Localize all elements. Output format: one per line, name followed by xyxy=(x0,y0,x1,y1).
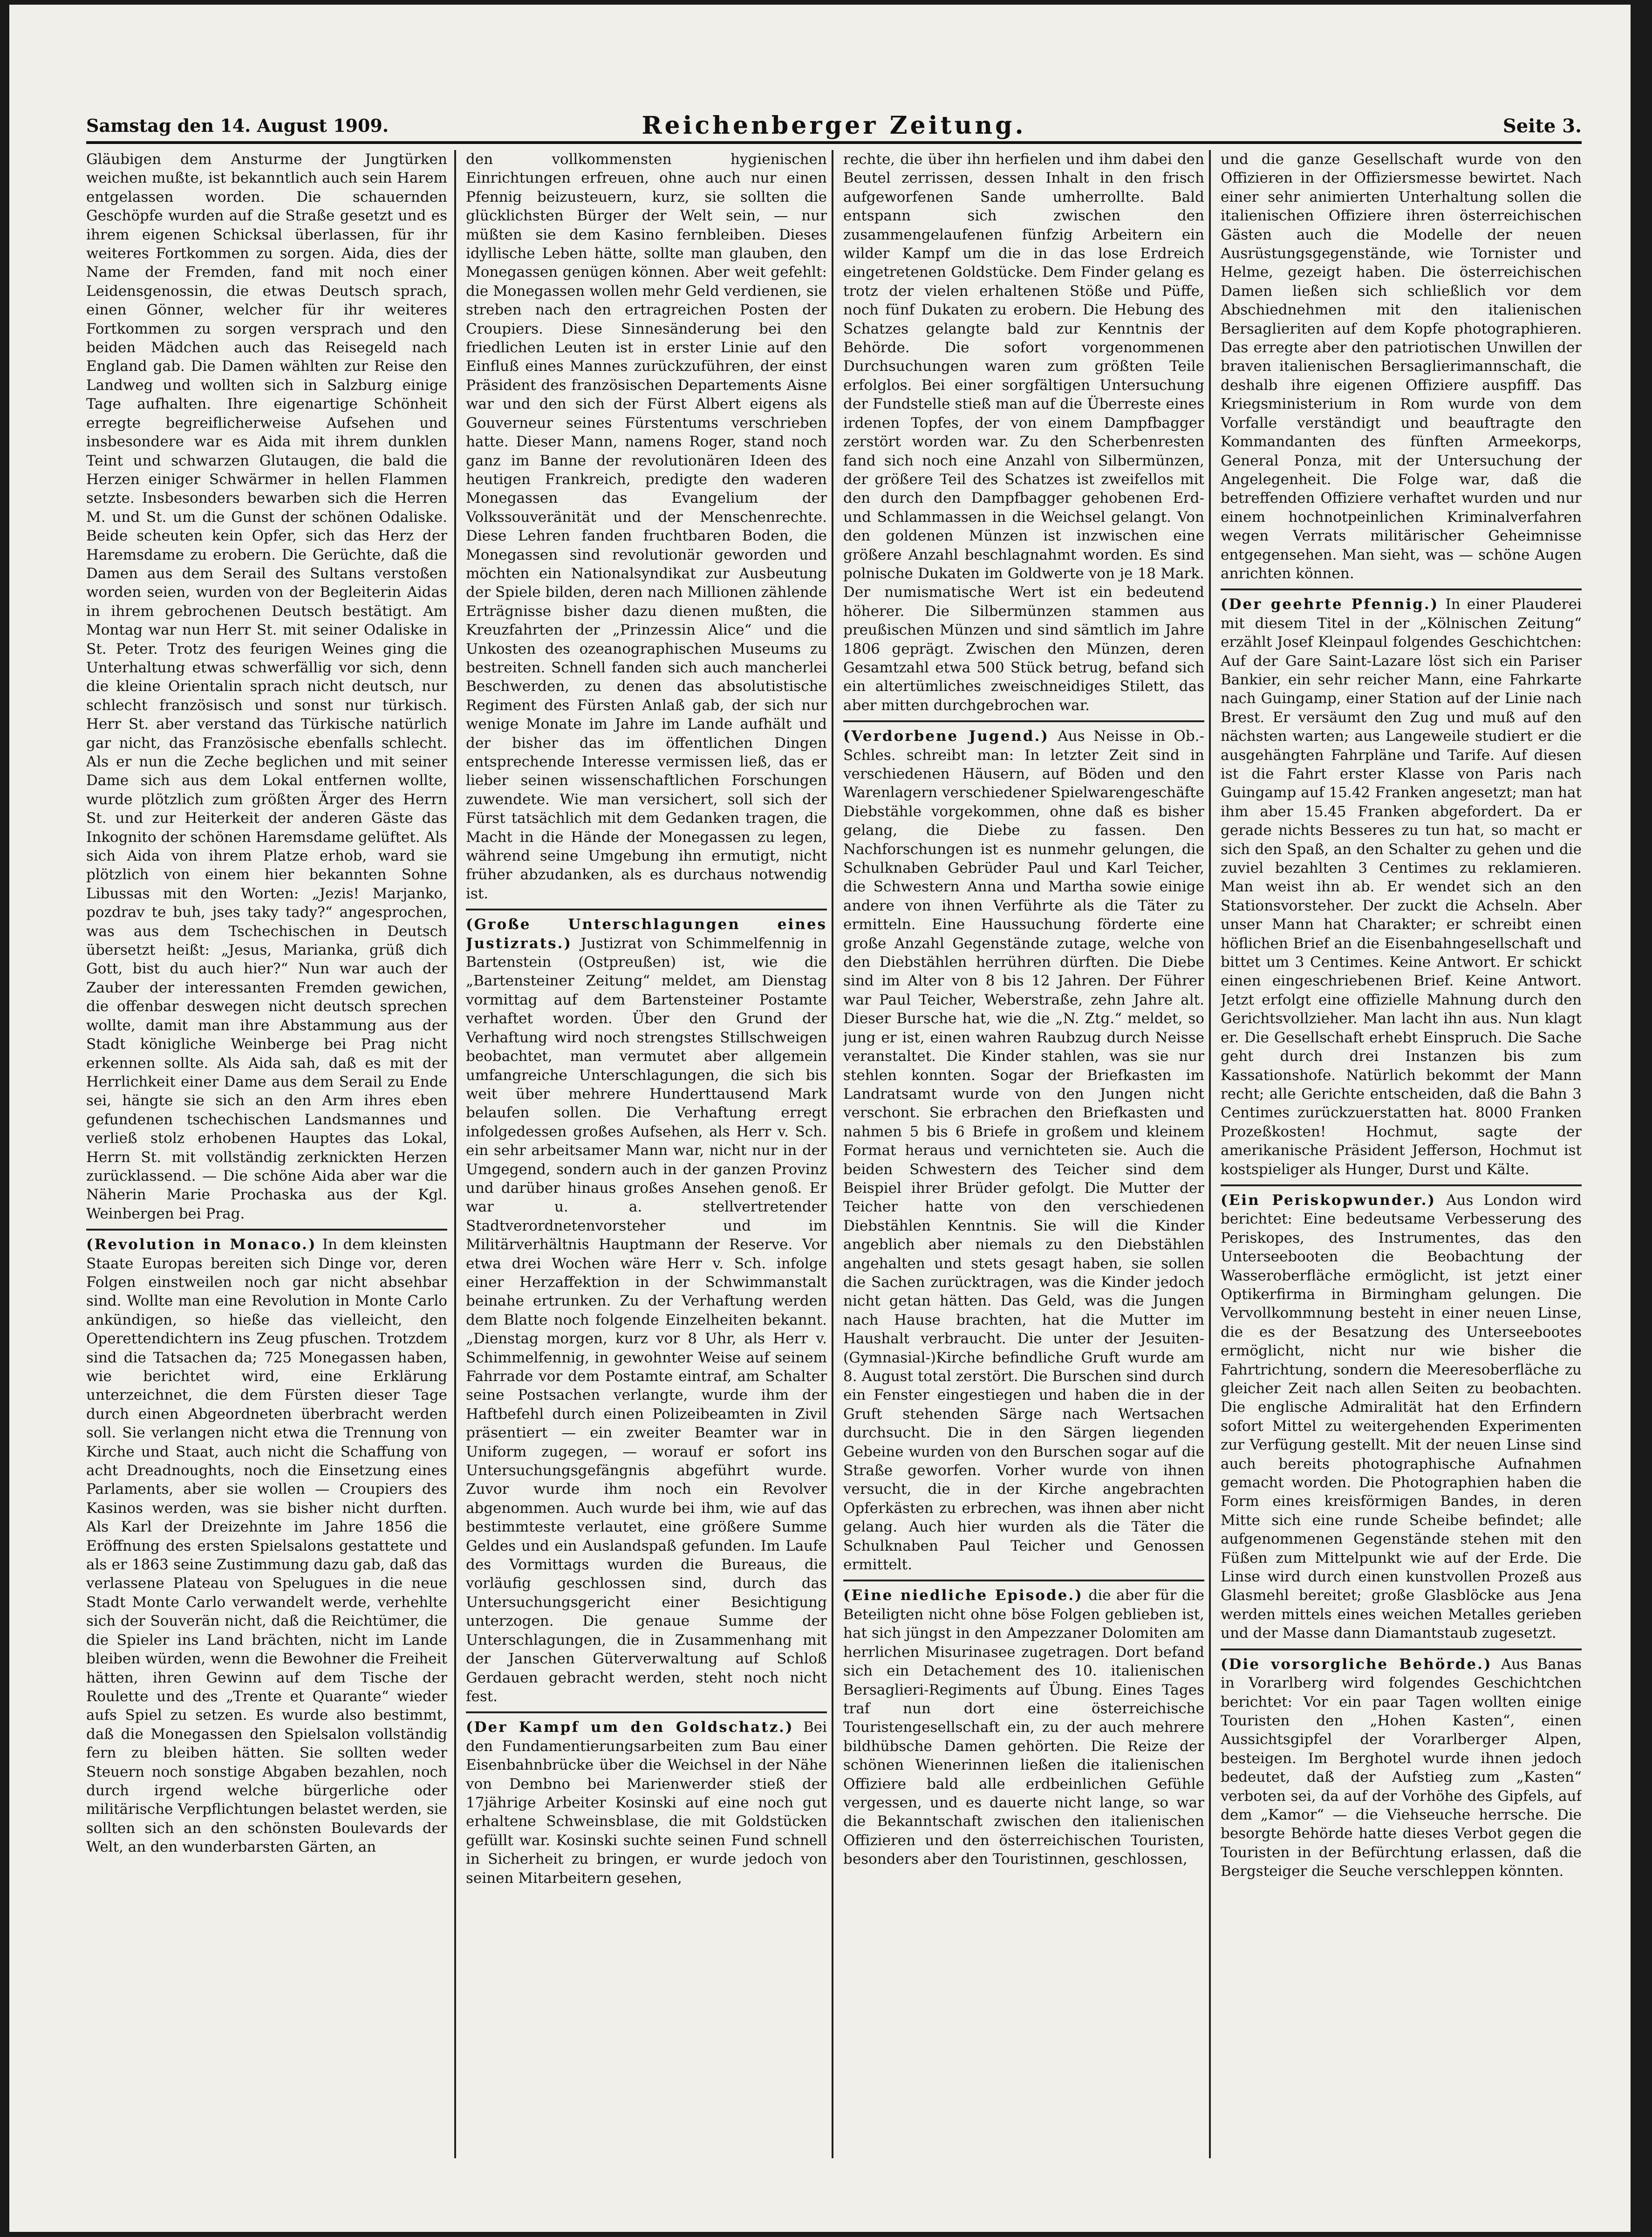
article-separator xyxy=(843,1580,1204,1581)
article-monaco-continued xyxy=(466,150,827,903)
article-separator xyxy=(466,909,827,910)
article-headline: (Der Kampf um den Goldschatz.) xyxy=(466,1719,794,1736)
column-1 xyxy=(86,150,447,2158)
article-headline: (Verdorbene Jugend.) xyxy=(843,728,1049,745)
column-2 xyxy=(466,150,827,2158)
article-separator xyxy=(1221,1184,1582,1186)
article-monaco xyxy=(86,1235,447,1856)
article-headline: (Der geehrte Pfennig.) xyxy=(1221,596,1439,613)
article-episode xyxy=(843,1586,1204,1868)
article-headline: (Die vorsorgliche Behörde.) xyxy=(1221,1656,1492,1673)
article-headline: (Revolution in Monaco.) xyxy=(86,1236,317,1253)
article-behoerde xyxy=(1221,1655,1582,1881)
article-jugend xyxy=(843,727,1204,1574)
article-goldschatz-continued xyxy=(843,150,1204,715)
article-headline: (Ein Periskopwunder.) xyxy=(1221,1191,1436,1209)
article-pfennig xyxy=(1221,595,1582,1179)
article-harem xyxy=(86,150,447,1223)
article-body: und die ganze Gesellschaft wurde von den Offizieren in der Offiziersmesse bewirtet. Nach einer sehr animierten Unterhaltung sollen die italienischen Offiziere ihren österreichischen Gästen auch die Modelle der neuen Ausrüstungsgegenstände, wie Tornister und Helme, gezeigt haben. Die österreichischen Damen ließen sich schließlich vor dem Abschiednehmen mit den italienischen Bersaglieriten auf dem Kopfe photographieren. Das erregte aber den patriotischen Unwillen der braven italienischen Bersaglierimannschaft, die deshalb ihre eigenen Offiziere auspfiff. Das Kriegsministerium in Rom wurde von dem Vorfalle verständigt und beauftragte den Kommandanten des fünften Armeekorps, General Ponza, mit der Untersuchung der Angelegenheit. Die Folge war, daß die betreffenden Offiziere verhaftet wurden und nur einem hochnotpeinlichen Kriminalverfahren wegen Verrats militärischer Geheimnisse entgegensehen. Man sieht, was — schöne Augen anrichten können. xyxy=(1221,151,1582,582)
article-separator xyxy=(466,1711,827,1713)
article-separator xyxy=(86,1229,447,1231)
newspaper-page xyxy=(9,5,1631,2232)
article-body: Justizrat von Schimmelfennig in Bartenstein (Ostpreußen) ist, wie die „Bartensteiner Zeitung“ meldet, am Dienstag vormittag auf dem Bartensteiner Postamte verhaftet worden. Über den Grund der Verhaftung wird noch strengstes Stillschweigen beobachtet, man vermutet aber allgemein umfangreiche Unterschlagungen, die sich bis weit über mehrere Hunderttausend Mark belaufen sollen. Die Verhaftung erregt infolgedessen großes Aufsehen, als Herr v. Sch. ein sehr arbeitsamer Mann war, nicht nur in der Umgegend, sondern auch in der ganzen Provinz und darüber hinaus großes Ansehen genoß. Er war u. a. stellvertretender Stadtverordnetenvorsteher und im Militärverhältnis Hauptmann der Reserve. Vor etwa drei Wochen wäre Herr v. Sch. infolge einer Herzaffektion in der Schwimmanstalt beinahe ertrunken. Zu der Verhaftung werden dem Blatte noch folgende Einzelheiten bekannt. „Dienstag morgen, kurz vor 8 Uhr, als Herr v. Schimmelfennig, in gewohnter Weise auf seinem Fahrrade vor dem Postamte eintraf, am Schalter seine Postsachen verlangte, wurde ihm der Haftbefehl durch einen Polizeibeamten in Zivil präsentiert — ein zweiter Beamter war in Uniform zugegen, — worauf er sofort ins Untersuchungsgefängnis abgeführt wurde. Zuvor wurde ihm noch ein Revolver abgenommen. Auch wurde bei ihm, wie auf das bestimmteste verlautet, eine größere Summe Geldes und ein Auslandspaß gefunden. Im Laufe des Vormittags wurden die Bureaus, die vorläufig geschlossen sind, durch das Untersuchungsgericht einer Besichtigung unterzogen. Die genaue Summe der Unterschlagungen, die in Zusammenhang mit der Janschen Güterverwaltung auf Schloß Gerdauen gebracht werden, steht noch nicht fest. xyxy=(466,935,827,1705)
article-body: rechte, die über ihn herfielen und ihm dabei den Beutel zerrissen, dessen Inhalt in den frisch aufgeworfenen Sande umherrollte. Bald entspann sich zwischen den zusammengelaufenen fünfzig Arbeitern ein wilder Kampf um die in das lose Erdreich eingetretenen Goldstücke. Dem Finder gelang es trotz der vielen erhaltenen Stöße und Püffe, noch fünf Dukaten zu erobern. Die Hebung des Schatzes gelangte bald zur Kenntnis der Behörde. Die sofort vorgenommenen Durchsuchungen waren zum größten Teile erfolglos. Bei einer sorgfältigen Untersuchung der Fundstelle stieß man auf die Überreste eines irdenen Topfes, der von einem Dampfbagger zerstört worden war. Zu den Scherbenresten fand sich noch eine Anzahl von Silbermünzen, der größere Teil des Schatzes ist zweifellos mit den durch den Dampfbagger gehobenen Erd- und Schlammassen in die Weichsel gelangt. Von den goldenen Münzen ist inzwischen eine größere Anzahl beschlagnahmt worden. Es sind polnische Dukaten im Goldwerte von je 18 Mark. Der numismatische Wert ist ein bedeutend höherer. Die Silbermünzen stammen aus preußischen Münzen und sind sämtlich im Jahre 1806 geprägt. Zwischen den Münzen, deren Gesamtzahl etwa 500 Stück betrug, befand sich ein altertümliches zweischneidiges Stilett, das aber mitten durchgebrochen war. xyxy=(843,151,1204,714)
masthead-rule xyxy=(86,141,1582,144)
article-body: die aber für die Beteiligten nicht ohne böse Folgen geblieben ist, hat sich jüngst in den Ampezzaner Dolomiten am herrlichen Misurinasee zugetragen. Dort befand sich ein Detachement des 10. italienischen Bersaglieri-Regiments auf Übung. Eines Tages traf nun dort eine österreichische Touristengesellschaft ein, zu der auch mehrere bildhübsche Damen gehörten. Die Reize der schönen Wienerinnen ließen die italienischen Offiziere bald alle erdbeinlichen Gefühle vergessen, und es dauerte nicht lange, so war die Bekanntschaft zwischen den italienischen Offizieren und den österreichischen Touristen, besonders aber den Touristinnen, geschlossen, xyxy=(843,1587,1204,1868)
column-divider xyxy=(1209,150,1211,2158)
issue-date: Samstag den 14. August 1909. xyxy=(86,115,389,136)
article-body: In einer Plauderei mit diesem Titel in der „Kölnischen Zeitung“ erzählt Josef Kleinpaul folgendes Geschichtchen: Auf der Gare Saint-Lazare löst sich ein Pariser Bankier, ein sehr reicher Mann, eine Fahrkarte nach Guingamp, einer Station auf der Linie nach Brest. Er versäumt den Zug und muß auf den nächsten warten; aus Langeweile studiert er die ausgehängten Fahrpläne und Tarife. Auf diesen ist die Fahrt erster Klasse von Paris nach Guingamp auf 15.42 Franken angesetzt; man hat ihm aber 15.45 Franken abgefordert. Da er gerade nichts Besseres zu tun hat, so macht er sich den Spaß, an den Schalter zu gehen und die zuviel bezahlten 3 Centimes zu reklamieren. Man weist ihn ab. Er wendet sich an den Stationsvorsteher. Der zuckt die Achseln. Aber unser Mann hat Charakter; er schreibt einen höflichen Brief an die Eisenbahngesellschaft und bittet um 3 Centimes. Keine Antwort. Er schickt einen eingeschriebenen Brief. Keine Antwort. Jetzt erfolgt eine offizielle Mahnung durch den Gerichtsvollzieher. Man lacht ihn aus. Nun klagt er. Die Gesellschaft erhebt Einspruch. Die Sache geht durch drei Instanzen bis zum Kassationshofe. Natürlich bekommt der Mann recht; alle Gerichte entscheiden, daß die Bahn 3 Centimes zurückzuerstatten hat. 8000 Franken Prozeßkosten! Hochmut, sagte der amerikanische Präsident Jefferson, Hochmut ist kostspieliger als Hunger, Durst und Kälte. xyxy=(1221,596,1582,1178)
column-4 xyxy=(1221,150,1582,2158)
masthead xyxy=(86,109,1582,142)
column-divider xyxy=(832,150,833,2158)
column-divider xyxy=(454,150,456,2158)
article-body: Aus Neisse in Ob.-Schles. schreibt man: In letzter Zeit sind in verschiedenen Häusern, auf Böden und den Warenlagern verschiedener Spielwarengeschäfte Diebstähle vorgekommen, ohne daß es bisher gelang, die Diebe zu fassen. Den Nachforschungen ist es nunmehr gelungen, die Schulknaben Gebrüder Paul und Karl Teicher, die Schwestern Anna und Martha sowie einige andere von ihnen Verführte als die Täter zu ermitteln. Eine Haussuchung förderte eine große Anzahl Gegenstände zutage, welche von den Diebstählen herrühren dürften. Die Diebe sind im Alter von 8 bis 12 Jahren. Der Führer war Paul Teicher, Weberstraße, zehn Jahre alt. Dieser Bursche hat, wie die „N. Ztg.“ meldet, so jung er ist, einen wahren Raubzug durch Neisse veranstaltet. Die Kinder stahlen, was sie nur stehlen konnten. Sogar der Briefkasten im Landratsamt wurde von den Jungen nicht verschont. Sie erbrachen den Briefkasten und nahmen 5 bis 6 Briefe in großem und kleinem Format heraus und vernichteten sie. Auch die beiden Schwestern des Teicher sind dem Beispiel ihrer Brüder gefolgt. Die Mutter der Teicher hatte von den verschiedenen Diebstählen Kenntnis. Sie will die Kinder angeblich aber niemals zu den Diebstählen angehalten und stets gesagt haben, sie sollen die Sachen zurücktragen, was die Kinder jedoch nicht getan hätten. Das Geld, was die Jungen nach Hause brachten, hat die Mutter im Haushalt verbraucht. Die unter der Jesuiten-(Gymnasial-)Kirche befindliche Gruft wurde am 8. August total zerstört. Die Burschen sind durch ein Fenster eingestiegen und haben die in der Gruft stehenden Särge nach Wertsachen durchsucht. Die in den Särgen liegenden Gebeine wurden von den Burschen sogar auf die Straße geworfen. Vorher wurde von ihnen versucht, die in der Kirche angebrachten Opferkästen zu erbrechen, was ihnen aber nicht gelang. Auch hier wurden als die Täter die Schulknaben Paul Teicher und Genossen ermittelt. xyxy=(843,728,1204,1573)
article-body: den vollkommensten hygienischen Einrichtungen erfreuen, ohne auch nur einen Pfennig beizusteuern, kurz, sie sollten die glücklichsten Bürger der Welt sein, — nur müßten sie dem Kasino fernbleiben. Dieses idyllische Leben hätte, sollte man glauben, den Monegassen genügen können. Aber weit gefehlt: die Monegassen wollen mehr Geld verdienen, sie streben nach den ertragreichen Posten der Croupiers. Diese Sinnesänderung bei den friedlichen Leuten ist in erster Linie auf den Einfluß eines Mannes zurückzuführen, der einst Präsident des französischen Departements Aisne war und den sich der Fürst Albert eigens als Gouverneur seines Fürstentums verschrieben hatte. Dieser Mann, namens Roger, stand noch ganz im Banne der revolutionären Ideen des heutigen Frankreich, predigte den waderen Monegassen das Evangelium der Volkssouveränität und der Menschenrechte. Diese Lehren fanden fruchtbaren Boden, die Monegassen sind revolutionär geworden und möchten ein Nationalsyndikat zur Ausbeutung der Spiele bilden, deren nach Millionen zählende Erträgnisse bisher dazu dienen mußten, die Kreuzfahrten der „Prinzessin Alice“ und die Unkosten des ozeanographischen Museums zu bestreiten. Schnell fanden sich auch mancherlei Beschwerden, zu denen das absolutistische Regiment des Fürsten Anlaß gab, der sich nur wenige Monate im Jahre im Lande aufhält und der bisher das im öffentlichen Dingen entsprechende Interesse vermissen ließ, das er lieber seinen wissenschaftlichen Forschungen zuwendete. Wie man versichert, soll sich der Fürst tatsächlich mit dem Gedanken tragen, die Macht in die Hände der Monegassen zu legen, während seine Umgebung ihn ermutigt, nicht früher abzudanken, als es durchaus notwendig ist. xyxy=(466,151,827,902)
article-periskop xyxy=(1221,1191,1582,1643)
article-separator xyxy=(1221,1649,1582,1650)
article-headline: (Eine niedliche Episode.) xyxy=(843,1587,1083,1604)
article-separator xyxy=(1221,588,1582,590)
article-headline: (Große Unterschlagungen eines Justizrats.) xyxy=(466,916,827,952)
column-3 xyxy=(843,150,1204,2158)
page-number: Seite 3. xyxy=(1502,115,1582,137)
article-separator xyxy=(843,720,1204,722)
article-body: Aus London wird berichtet: Eine bedeutsame Verbesserung des Periskopes, des Instrumentes, das den Unterseebooten die Beobachtung der Wasseroberfläche ermöglicht, ist jetzt einer Optikerfirma in Birmingham gelungen. Die Vervollkommnung besteht in einer neuen Linse, die es der Besatzung des Unterseebootes ermöglicht, nicht nur wie bisher die Fahrtrichtung, sondern die Meeresoberfläche zu gleicher Zeit nach allen Seiten zu beobachten. Die englische Admiralität hat den Erfindern sofort Mittel zu weitergehenden Experimenten zur Verfügung gestellt. Mit der neuen Linse sind auch bereits photographische Aufnahmen gemacht worden. Die Photographien haben die Form eines kreisförmigen Bandes, in deren Mitte sich eine runde Scheibe befindet; alle aufgenommenen Gegenstände stehen mit den Füßen zum Mittelpunkt wie auf der Erde. Die Linse wird durch einen kunstvollen Prozeß aus Glasmehl bereitet; große Glasblöcke aus Jena werden mittels eines weichen Metalles gerieben und der Masse dann Diamantstaub zugesetzt. xyxy=(1221,1191,1582,1642)
article-justizrat xyxy=(466,915,827,1706)
newspaper-title: Reichenberger Zeitung. xyxy=(642,111,1026,140)
article-body: In dem kleinsten Staate Europas bereiten sich Dinge vor, deren Folgen einstweilen noch gar nicht absehbar sind. Wollte man eine Revolution in Monte Carlo ankündigen, so hieße das vielleicht, den Operettendichtern ins Zeug pfuschen. Trotzdem sind die Tatsachen da; 725 Monegassen haben, wie berichtet wird, eine Erklärung unterzeichnet, die dem Fürsten dieser Tage durch einen Abgeordneten überbracht werden soll. Sie verlangen nicht etwa die Trennung von Kirche und Staat, auch nicht die Schaffung von acht Dreadnoughts, noch die Einsetzung eines Parlaments, aber sie wollen — Croupiers des Kasinos werden, was sie bisher nicht durften. Als Karl der Dreizehnte im Jahre 1856 die Eröffnung des ersten Spielsalons gestattete und als er 1863 seine Zustimmung dazu gab, daß das verlassene Plateau von Spelugues in die neue Stadt Monte Carlo verwandelt werde, verhehlte sich der Souverän nicht, daß die Reichtümer, die die Spieler ins Land brächten, nicht im Lande bleiben würden, wenn die Bewohner die Freiheit hätten, ihren Gewinn auf dem Tische der Roulette und des „Trente et Quarante“ wieder aufs Spiel zu setzen. Es wurde also bestimmt, daß die Monegassen den Spielsalon vollständig fern zu bleiben hätten. Sie sollten weder Steuern noch sonstige Abgaben bezahlen, noch durch irgend welche bürgerliche oder militärische Verpflichtungen belastet werden, sie sollten sich an den schönsten Boulevards der Welt, an den wunderbarsten Gärten, an xyxy=(86,1236,447,1856)
article-body: Aus Banas in Vorarlberg wird folgendes Geschichtchen berichtet: Vor ein paar Tagen wollten einige Touristen den „Hohen Kasten“, einen Aussichtsgipfel der Vorarlberger Alpen, besteigen. Im Berghotel wurde ihnen jedoch bedeutet, daß der Aufstieg zum „Kasten“ verboten sei, da auf der Vorhöhe des Gipfels, auf dem „Kamor“ — die Viehseuche herrsche. Die besorgte Behörde hatte dieses Verbot gegen die Touristen in der Befürchtung erlassen, daß die Bergsteiger die Seuche verschleppen könnten. xyxy=(1221,1656,1582,1880)
article-body: Gläubigen dem Ansturme der Jungtürken weichen mußte, ist bekanntlich auch sein Harem entgelassen worden. Die schauernden Geschöpfe wurden auf die Straße gesetzt und es ihrem eigenen Schicksal überlassen, für ihr weiteres Fortkommen zu sorgen. Aida, dies der Name der Fremden, fand mit noch einer Leidensgenossin, die etwas Deutsch sprach, einen Gönner, welcher für ihr weiteres Fortkommen zu sorgen versprach und den beiden Mädchen auch das Reisegeld nach England gab. Die Damen wählten zur Reise den Landweg und wollten sich in Salzburg einige Tage aufhalten. Ihre eigenartige Schönheit erregte begreiflicherweise Aufsehen und insbesondere war es Aida mit ihrem dunklen Teint und schwarzen Glutaugen, die bald die Herzen einiger Schwärmer in hellen Flammen setzte. Insbesonders bewarben sich die Herren M. und St. um die Gunst der schönen Odaliske. Beide scheuten kein Opfer, sich das Herz der Haremsdame zu erobern. Die Gerüchte, daß die Damen aus dem Serail des Sultans verstoßen worden seien, wurden von der Begleiterin Aidas in ihrem gebrochenen Deutsch bestätigt. Am Montag war nun Herr St. mit seiner Odaliske in St. Peter. Trotz des feurigen Weines ging die Unterhaltung etwas schwerfällig vor sich, denn die kleine Orientalin sprach nicht deutsch, nur schlecht französisch und sonst nur türkisch. Herr St. aber verstand das Türkische natürlich gar nicht, das Französische ebenfalls schlecht. Als er nun die Zeche beglichen und mit seiner Dame sich aus dem Lokal entfernen wollte, wurde plötzlich zum größten Ärger des Herrn St. und zur Heiterkeit der anderen Gäste das Inkognito der schönen Haremsdame gelüftet. Als sich Aida von ihrem Platze erhob, ward sie plötzlich von einem hier bekannten Sohne Libussas mit den Worten: „Jezis! Marjanko, pozdrav te buh, jses taky tady?“ angesprochen, was aus dem Tschechischen in Deutsch übersetzt heißt: „Jesus, Marianka, grüß dich Gott, bist du auch hier?“ Nun war auch der Zauber der interessanten Fremden gewichen, die offenbar deswegen nicht deutsch sprechen wollte, damit man ihre Abstammung aus der Stadt königliche Weinberge bei Prag nicht erkennen sollte. Als Aida sah, daß es mit der Herrlichkeit einer Dame aus dem Serail zu Ende sei, hängte sie sich an den Arm ihres eben gefundenen tschechischen Landsmannes und verließ stolz erhobenen Hauptes das Lokal, Herrn St. mit vollständig zerknickten Herzen zurücklassend. — Die schöne Aida aber war die Näherin Marie Prochaska aus der Kgl. Weinbergen bei Prag. xyxy=(86,151,447,1222)
article-goldschatz xyxy=(466,1718,827,1888)
article-episode-continued xyxy=(1221,150,1582,583)
article-body: Bei den Fundamentierungsarbeiten zum Bau einer Eisenbahnbrücke über die Weichsel in der Nähe von Dembno bei Marienwerder stieß der 17jährige Arbeiter Kosinski auf eine noch gut erhaltene Schweinsblase, die mit Goldstücken gefüllt war. Kosinski suchte seinen Fund schnell in Sicherheit zu bringen, er wurde jedoch von seinen Mitarbeitern gesehen, xyxy=(466,1719,827,1887)
